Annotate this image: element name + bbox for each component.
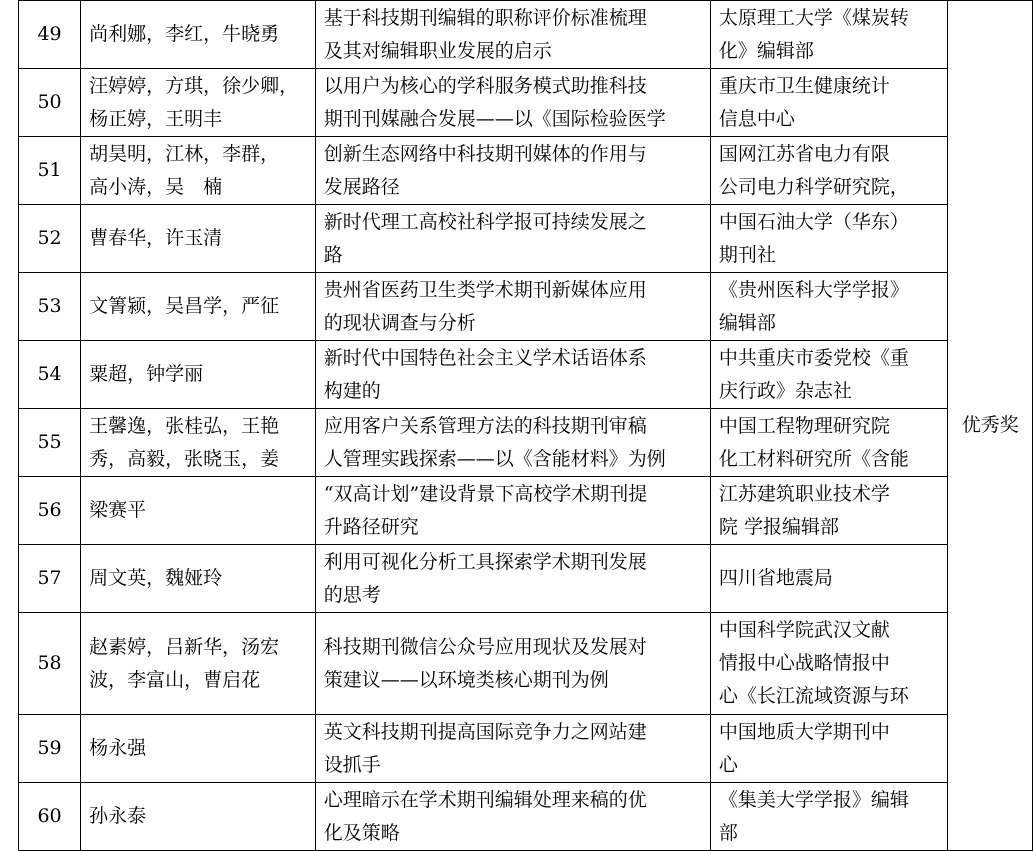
entry-organization	[710, 545, 948, 613]
entry-authors-text: 汪婷婷，方琪，徐少卿， 杨正婷，王明丰	[89, 74, 299, 130]
entry-organization	[710, 69, 948, 137]
entry-organization	[710, 341, 948, 409]
entry-title-text: 科技期刊微信公众号应用现状及发展对 策建议——以环境类核心期刊为例	[323, 635, 647, 691]
entry-number: 57	[19, 545, 81, 613]
entry-authors	[81, 613, 316, 715]
entry-authors-text: 孙永泰	[89, 805, 147, 827]
entry-organization	[710, 477, 948, 545]
entry-number: 50	[19, 69, 81, 137]
entry-title	[315, 1, 710, 69]
entry-organization	[710, 613, 948, 715]
entry-title	[315, 783, 710, 851]
entry-organization	[710, 409, 948, 477]
entry-title-text: 基于科技期刊编辑的职称评价标准梳理 及其对编辑职业发展的启示	[323, 6, 647, 62]
entry-title	[315, 273, 710, 341]
entry-title-text: 应用客户关系管理方法的科技期刊审稿 人管理实践探索——以《含能材料》为例	[323, 414, 666, 470]
entry-number: 59	[19, 715, 81, 783]
table-row	[19, 477, 1033, 545]
entry-organization-text: 中共重庆市委党校《重 庆行政》杂志社	[718, 346, 909, 402]
awards-table	[18, 0, 1033, 851]
entry-organization-text: 中国地质大学期刊中 心	[718, 720, 890, 776]
entry-authors	[81, 205, 316, 273]
entry-number: 58	[19, 613, 81, 715]
entry-title-text: 贵州省医药卫生类学术期刊新媒体应用 的现状调查与分析	[323, 278, 647, 334]
entry-authors	[81, 409, 316, 477]
entry-organization	[710, 783, 948, 851]
entry-title-text: “双高计划”建设背景下高校学术期刊提 升路径研究	[323, 482, 648, 538]
entry-authors-text: 赵素婷，吕新华，汤宏 波，李富山，曹启花	[89, 635, 280, 691]
entry-organization	[710, 1, 948, 69]
entry-authors-text: 曹春华，许玉清	[89, 227, 223, 249]
entry-organization-text: 《贵州医科大学学报》 编辑部	[718, 278, 909, 334]
table-row	[19, 137, 1033, 205]
entry-title	[315, 409, 710, 477]
entry-authors-text: 文箐颍，吴昌学，严征	[89, 295, 280, 317]
entry-number: 51	[19, 137, 81, 205]
table-row	[19, 409, 1033, 477]
entry-number: 49	[19, 1, 81, 69]
entry-authors-text: 胡昊明，江林，李群， 高小涛，吴 楠	[89, 142, 280, 198]
entry-title-text: 创新生态网络中科技期刊媒体的作用与 发展路径	[323, 142, 647, 198]
entry-authors-text: 周文英，魏娅玲	[89, 567, 223, 589]
entry-number: 54	[19, 341, 81, 409]
entry-organization-text: 太原理工大学《煤炭转 化》编辑部	[718, 6, 909, 62]
entry-number: 52	[19, 205, 81, 273]
entry-title-text: 心理暗示在学术期刊编辑处理来稿的优 化及策略	[323, 788, 647, 844]
entry-title-text: 利用可视化分析工具探索学术期刊发展 的思考	[323, 550, 647, 606]
entry-authors-text: 王馨逸，张桂弘，王艳 秀，高毅，张晓玉，姜	[89, 414, 280, 470]
entry-organization-text: 《集美大学学报》编辑 部	[718, 788, 909, 844]
table-row	[19, 545, 1033, 613]
entry-number: 55	[19, 409, 81, 477]
table-row	[19, 69, 1033, 137]
table-row	[19, 783, 1033, 851]
entry-authors-text: 尚利娜，李红，牛晓勇	[89, 23, 280, 45]
entry-title	[315, 137, 710, 205]
entry-organization-text: 重庆市卫生健康统计 信息中心	[718, 74, 890, 130]
entry-authors	[81, 715, 316, 783]
table-row	[19, 205, 1033, 273]
entry-title	[315, 613, 710, 715]
entry-title-text: 新时代中国特色社会主义学术话语体系 构建的	[323, 346, 647, 402]
entry-organization-text: 江苏建筑职业技术学 院 学报编辑部	[718, 482, 890, 538]
table-row	[19, 715, 1033, 783]
entry-title-text: 以用户为核心的学科服务模式助推科技 期刊刊媒融合发展——以《国际检验医学	[323, 74, 666, 130]
table-row	[19, 1, 1033, 69]
entry-title-text: 新时代理工高校社科学报可持续发展之 路	[323, 210, 647, 266]
entry-organization-text: 四川省地震局	[718, 567, 833, 589]
entry-organization-text: 中国工程物理研究院 化工材料研究所《含能	[718, 414, 909, 470]
entry-authors-text: 粟超，钟学丽	[89, 363, 204, 385]
entry-organization	[710, 137, 948, 205]
entry-authors	[81, 477, 316, 545]
entry-authors	[81, 1, 316, 69]
entry-authors	[81, 69, 316, 137]
entry-authors	[81, 783, 316, 851]
entry-organization-text: 中国科学院武汉文献 情报中心战略情报中 心《长江流域资源与环	[718, 619, 909, 707]
entry-authors	[81, 545, 316, 613]
entry-title	[315, 69, 710, 137]
entry-authors-text: 梁赛平	[89, 499, 147, 521]
entry-number: 53	[19, 273, 81, 341]
entry-authors-text: 杨永强	[89, 737, 147, 759]
entry-authors	[81, 273, 316, 341]
entry-authors	[81, 341, 316, 409]
entry-organization	[710, 715, 948, 783]
entry-organization-text: 国网江苏省电力有限 公司电力科学研究院，	[718, 142, 909, 198]
table-row	[19, 273, 1033, 341]
entry-title	[315, 341, 710, 409]
award-level: 优秀奖	[948, 1, 1033, 851]
table-row	[19, 613, 1033, 715]
entry-organization	[710, 273, 948, 341]
entry-number: 60	[19, 783, 81, 851]
entry-title	[315, 545, 710, 613]
entry-title	[315, 715, 710, 783]
awards-table-body	[19, 1, 1033, 851]
entry-organization-text: 中国石油大学（华东） 期刊社	[718, 210, 909, 266]
entry-organization	[710, 205, 948, 273]
entry-number: 56	[19, 477, 81, 545]
table-row	[19, 341, 1033, 409]
entry-title	[315, 205, 710, 273]
entry-title-text: 英文科技期刊提高国际竞争力之网站建 设抓手	[323, 720, 647, 776]
entry-authors	[81, 137, 316, 205]
entry-title	[315, 477, 710, 545]
